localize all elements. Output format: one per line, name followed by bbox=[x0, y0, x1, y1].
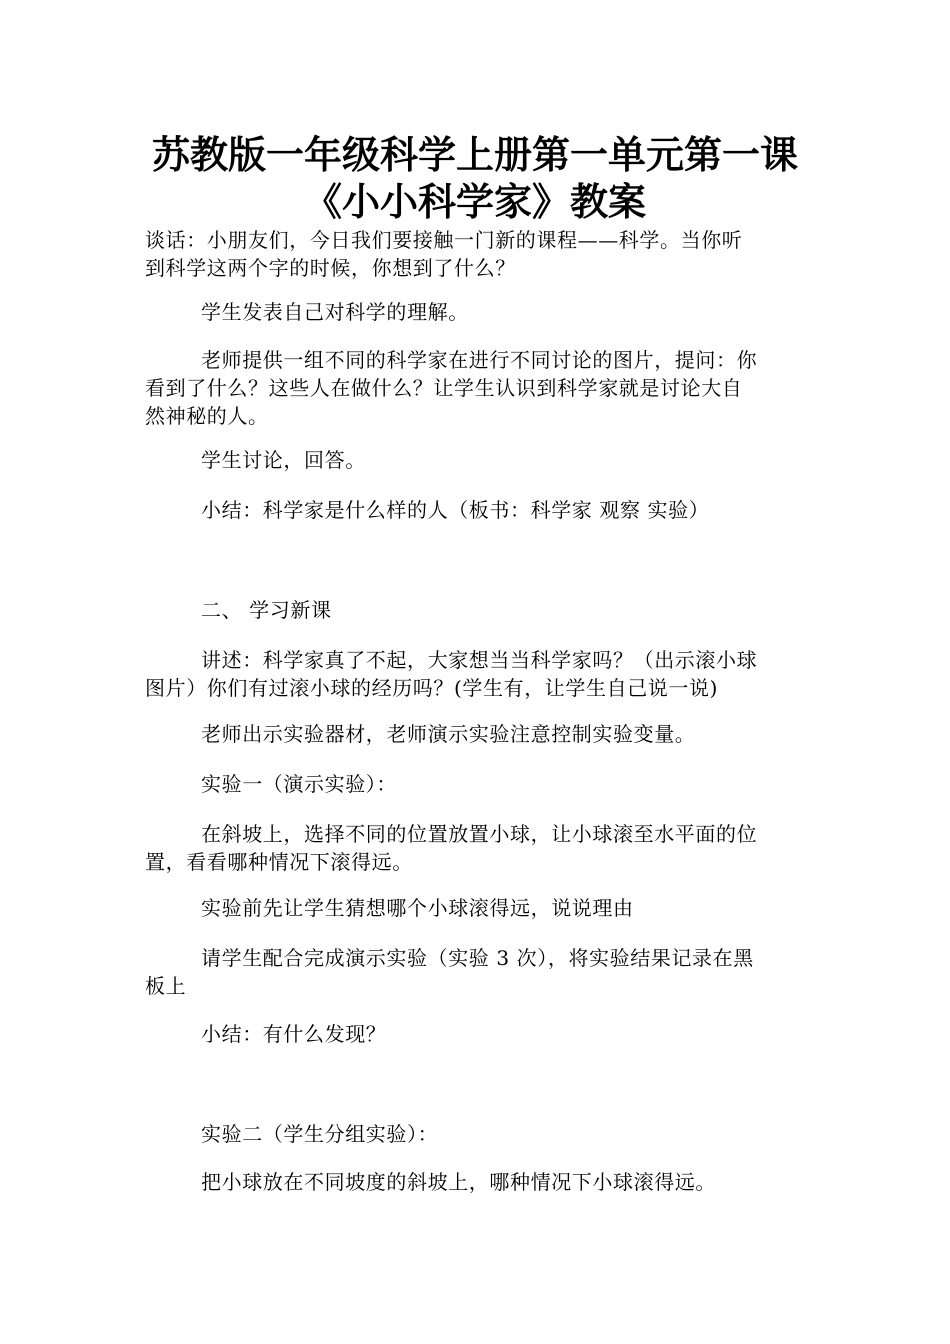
title-line-2: 《小小科学家》教案 bbox=[303, 179, 646, 224]
section-heading-new-lesson bbox=[145, 596, 807, 624]
text-line: 在斜坡上，选择不同的位置放置小球，让小球滚至水平面的位 bbox=[201, 822, 758, 846]
text-line: 然神秘的人。 bbox=[145, 404, 269, 428]
paragraph-intro-talk bbox=[145, 226, 807, 282]
text-line: 谈话：小朋友们，今日我们要接触一门新的课程——科学。当你听 bbox=[145, 228, 743, 252]
text-line: 到科学这两个字的时候，你想到了什么？ bbox=[145, 256, 516, 280]
paragraph-student-discussion bbox=[145, 446, 807, 474]
paragraph-student-understanding bbox=[145, 298, 807, 326]
paragraph-equipment bbox=[145, 720, 807, 748]
text-line: 板上 bbox=[145, 974, 187, 998]
paragraph-experiment-2-description bbox=[145, 1168, 807, 1196]
text-line: 看到了什么？这些人在做什么？让学生认识到科学家就是讨论大自 bbox=[145, 376, 743, 400]
paragraph-narration bbox=[145, 646, 807, 702]
paragraph-summary-2 bbox=[145, 1020, 807, 1048]
text-line: 二、 学习新课 bbox=[201, 598, 332, 622]
text-line: 图片）你们有过滚小球的经历吗？(学生有，让学生自己说一说) bbox=[145, 676, 719, 700]
title-line-1: 苏教版一年级科学上册第一单元第一课 bbox=[151, 132, 798, 177]
text-line: 请学生配合完成演示实验（实验 3 次），将实验结果记录在黑 bbox=[201, 946, 754, 970]
paragraph-summary-1 bbox=[145, 496, 807, 524]
paragraph-experiment-1-heading bbox=[145, 770, 807, 798]
text-line: 把小球放在不同坡度的斜坡上，哪种情况下小球滚得远。 bbox=[201, 1170, 716, 1194]
paragraph-experiment-2-heading bbox=[145, 1120, 807, 1148]
text-line: 老师出示实验器材，老师演示实验注意控制实验变量。 bbox=[201, 722, 696, 746]
text-line: 学生讨论，回答。 bbox=[201, 448, 366, 472]
text-line: 实验二（学生分组实验）： bbox=[201, 1122, 439, 1146]
paragraph-teacher-pictures bbox=[145, 346, 807, 430]
text-line: 讲述：科学家真了不起，大家想当当科学家吗？（出示滚小球 bbox=[201, 648, 758, 672]
paragraph-demo-record bbox=[145, 944, 807, 1000]
paragraph-guess bbox=[145, 894, 807, 922]
text-line: 学生发表自己对科学的理解。 bbox=[201, 300, 469, 324]
text-line: 置，看看哪种情况下滚得远。 bbox=[145, 850, 413, 874]
paragraph-experiment-1-description bbox=[145, 820, 807, 876]
text-line: 老师提供一组不同的科学家在进行不同讨论的图片，提问：你 bbox=[201, 348, 758, 372]
text-line: 小结：有什么发现？ bbox=[201, 1022, 387, 1046]
text-line: 小结：科学家是什么样的人（板书：科学家 观察 实验） bbox=[201, 498, 710, 522]
text-line: 实验前先让学生猜想哪个小球滚得远，说说理由 bbox=[201, 896, 634, 920]
text-line: 实验一（演示实验）： bbox=[201, 772, 397, 796]
